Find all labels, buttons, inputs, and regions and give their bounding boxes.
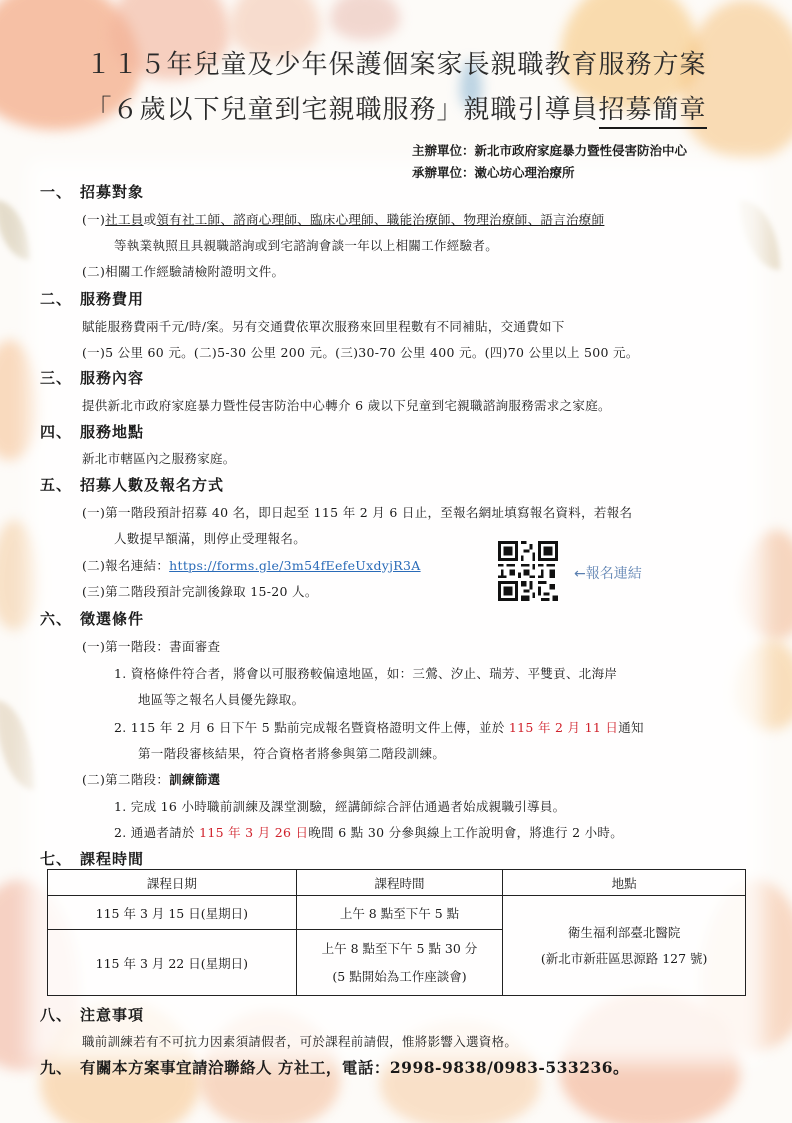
co-organizer: 承辦單位：潄心坊心理治療所	[412, 165, 575, 180]
registration-link-label: (二)報名連結：	[82, 558, 170, 573]
s6-stage2-item1: 1. 完成 16 小時職前訓練及課堂測驗，經講師綜合評估通過者始成親職引導員。	[114, 799, 566, 814]
contact-info	[40, 1056, 629, 1078]
section-title: 服務內容	[80, 369, 145, 387]
section-heading-recruitment-registration	[40, 474, 224, 495]
section-number: 六、	[40, 610, 73, 628]
s6-stage1-item2-line2: 第一階段審核結果，符合資格者將參與第二階段訓練。	[138, 746, 446, 761]
section-title: 招募對象	[80, 183, 145, 201]
s6-stage1-item1-line1: 1. 資格條件符合者，將會以可服務較偏遠地區，如：三鶯、汐止、瑞芳、平雙貢、北海岸	[114, 666, 618, 681]
s5-item3: (三)第二階段預計完訓後錄取 15-20 人。	[82, 584, 318, 599]
section-heading-selection-criteria	[40, 608, 144, 629]
s1-item1-line1	[82, 210, 604, 228]
s5-item2	[82, 556, 421, 574]
section-title: 注意事項	[80, 1006, 145, 1024]
cell-location	[503, 896, 746, 996]
location-name: 衛生福利部臺北醫院	[567, 924, 681, 940]
section-number: 九、	[40, 1058, 73, 1077]
title-line2-prefix: 「６歲以下兒童到宅親職服務」親職引導員	[85, 95, 599, 125]
s4-line1: 新北市轄區內之服務家庭。	[82, 451, 236, 466]
registration-qr-code[interactable]	[498, 541, 558, 601]
section-heading-notes	[40, 1004, 144, 1025]
cell-date: 115 年 3 月 22 日(星期日)	[48, 930, 297, 996]
title-line2-underlined: 招募簡章	[599, 95, 707, 129]
column-header-date: 課程日期	[48, 870, 297, 896]
section-heading-service-content	[40, 367, 144, 388]
s6-stage1: (一)第一階段：書面審查	[82, 639, 221, 654]
section-number: 二、	[40, 290, 73, 308]
s1-item2: (二)相關工作經驗請檢附證明文件。	[82, 264, 285, 279]
organizer: 主辦單位：新北市政府家庭暴力暨性侵害防治中心	[412, 143, 688, 158]
s2-line2: (一)5 公里 60 元。(二)5-30 公里 200 元。(三)30-70 公里 400 元。(四)70 公里以上 500 元。	[82, 345, 639, 360]
section-number: 一、	[40, 183, 73, 201]
s5-item1-line1: (一)第一階段預計招募 40 名，即日起至 115 年 2 月 6 日止，至報名網址填寫報名資料，若報名	[82, 505, 633, 520]
section-number: 八、	[40, 1006, 73, 1024]
time-line1: 上午 8 點至下午 5 點 30 分	[321, 940, 478, 956]
underlined-text: 社工員	[105, 212, 144, 227]
item-text: 2. 通過者請於	[114, 825, 200, 840]
registration-link[interactable]: https://forms.gle/3m54fEefeUxdyjR3A	[169, 558, 421, 573]
organizers-block	[412, 140, 687, 184]
item-text: 通知	[618, 720, 644, 735]
section-number: 四、	[40, 423, 73, 441]
s5-item1-line2: 人數提早額滿，則停止受理報名。	[114, 531, 307, 546]
s6-stage2-item2	[114, 823, 623, 841]
cell-time	[296, 930, 503, 996]
item-text: 或	[143, 212, 157, 227]
highlight-date: 115 年 2 月 11 日	[508, 720, 619, 735]
item-prefix: (一)	[82, 212, 106, 227]
section-heading-recruitment-target	[40, 181, 144, 202]
column-header-location: 地點	[503, 870, 746, 896]
section-heading-course-schedule	[40, 848, 144, 869]
document-title-line1: １１５年兒童及少年保護個案家長親職教育服務方案	[85, 50, 707, 80]
bold-text: 訓練篩選	[169, 772, 221, 787]
section-number: 七、	[40, 850, 73, 868]
section-title: 招募人數及報名方式	[80, 476, 225, 494]
s1-item1-line2: 等執業執照且具親職諮詢或到宅諮詢會談一年以上相關工作經驗者。	[114, 238, 499, 253]
qr-code-label: ←報名連結	[574, 566, 642, 582]
section-title: 服務費用	[80, 290, 145, 308]
table-header-row	[48, 870, 746, 896]
section-title: 課程時間	[80, 850, 145, 868]
section-title: 服務地點	[80, 423, 145, 441]
contact-text: 有關本方案事宜請洽聯絡人 方社工，電話：2998-9838/0983-533236。	[80, 1058, 630, 1077]
section-title: 徵選條件	[80, 610, 145, 628]
section-number: 五、	[40, 476, 73, 494]
item-text: (二)第二階段：	[82, 772, 170, 787]
s8-line1: 職前訓練若有不可抗力因素須請假者，可於課程前請假，惟將影響入選資格。	[82, 1034, 518, 1049]
s2-line1: 賦能服務費兩千元/時/案。另有交通費依單次服務來回里程數有不同補貼，交通費如下	[82, 319, 565, 334]
table-row	[48, 896, 746, 930]
section-heading-service-location	[40, 421, 144, 442]
s6-stage1-item2-line1	[114, 718, 644, 736]
s6-stage1-item1-line2: 地區等之報名人員優先錄取。	[138, 692, 305, 707]
section-number: 三、	[40, 369, 73, 387]
item-text: 晚間 6 點 30 分參與線上工作說明會，將進行 2 小時。	[308, 825, 624, 840]
column-header-time: 課程時間	[296, 870, 503, 896]
cell-date: 115 年 3 月 15 日(星期日)	[48, 896, 297, 930]
location-address: (新北市新莊區思源路 127 號)	[540, 950, 708, 966]
course-schedule-table	[47, 869, 746, 996]
underlined-text: 領有社工師、諮商心理師、臨床心理師、職能治療師、物理治療師、語言治療師	[156, 212, 605, 227]
cell-time: 上午 8 點至下午 5 點	[296, 896, 503, 930]
time-line2: (5 點開始為工作座談會)	[332, 968, 467, 984]
s6-stage2	[82, 770, 220, 788]
document-title-line2	[0, 89, 792, 126]
s3-line1: 提供新北市政府家庭暴力暨性侵害防治中心轉介 6 歲以下兒童到宅親職諮詢服務需求之家庭。	[82, 398, 611, 413]
item-text: 2. 115 年 2 月 6 日下午 5 點前完成報名暨資格證明文件上傳，並於	[114, 720, 509, 735]
highlight-date: 115 年 3 月 26 日	[199, 825, 309, 840]
section-heading-service-fee	[40, 288, 144, 309]
